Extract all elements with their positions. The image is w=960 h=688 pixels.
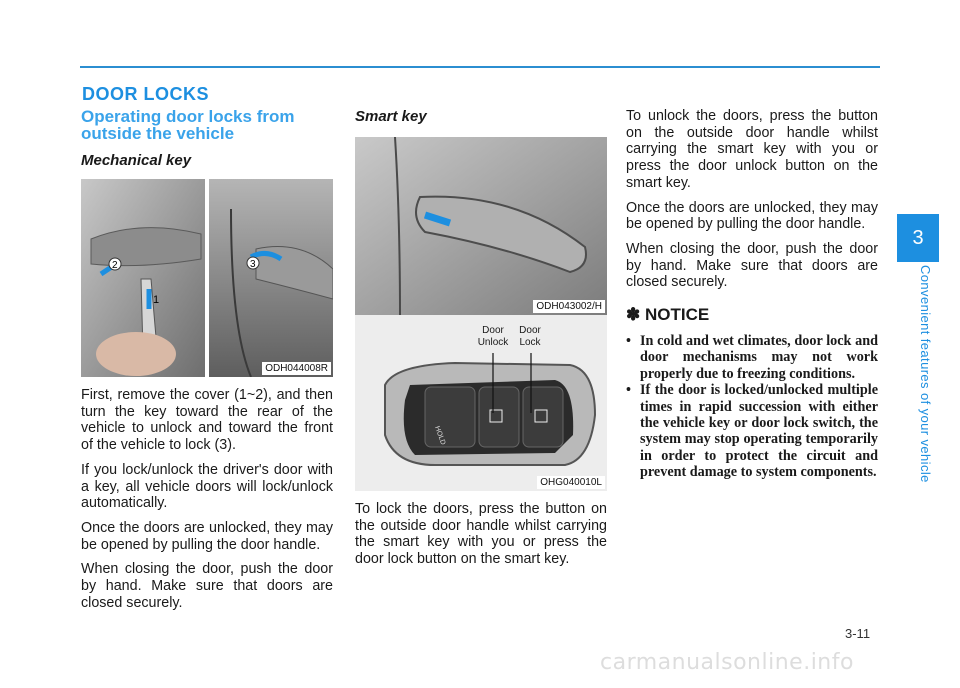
notice-item: • In cold and wet climates, door lock and door mechanisms may not work properly due to freezing conditions. [626, 333, 878, 382]
column-smart-key [355, 108, 607, 576]
section-heading: Operating door locks from outside the vehicle [81, 107, 295, 143]
figure-code: OHG040010L [537, 476, 605, 489]
figure-code: ODH044008R [262, 362, 331, 375]
paragraph: When closing the door, push the door by hand. Make sure that doors are closed securely. [81, 561, 333, 611]
chapter-title: Convenient features of your vehicle [918, 265, 933, 483]
paragraph: If you lock/unlock the driver's door with a key, all vehicle doors will lock/unlock automatically. [81, 461, 333, 512]
figure-code: ODH043002/H [533, 300, 605, 313]
chapter-number-tab: 3 [897, 214, 939, 262]
trunk-button [425, 387, 475, 447]
paragraph: First, remove the cover (1~2), and then turn the key toward the rear of the vehicle to unlock and toward the front of the vehicle to lock (3). [81, 387, 333, 454]
paragraph: Once the doors are unlocked, they may be opened by pulling the door handle. [81, 519, 333, 553]
notice-item: • If the door is locked/unlocked multiple times in rapid succession with either the vehicle key or door lock switch, the system may stop operating temporarily in order to protect the circuit and prevent damage to system components. [626, 382, 878, 481]
door-handle-illustration [355, 137, 607, 315]
watermark: carmanualsonline.info [600, 650, 854, 675]
paragraph: When closing the door, push the door by hand. Make sure that doors are closed securely. [626, 240, 878, 291]
column-mechanical-key [81, 108, 333, 619]
section-title: DOOR LOCKS [82, 84, 210, 104]
notice-title: ✽ NOTICE [626, 305, 710, 325]
paragraph: To unlock the doors, press the button on the outside door handle whilst carrying the smart key with you or press the door unlock button on the smart key. [626, 108, 878, 191]
svg-text:2: 2 [112, 260, 118, 271]
smart-key-fob [355, 315, 607, 491]
smart-key-figure [355, 315, 607, 491]
door-unlock-label: Door Unlock [477, 325, 509, 348]
header-rule [80, 66, 880, 68]
unlock-button [479, 387, 519, 447]
subheading-mechanical-key: Mechanical key [81, 152, 192, 169]
svg-text:HOLD: HOLD [433, 425, 447, 446]
svg-text:1: 1 [153, 294, 160, 306]
callout-1 [153, 294, 159, 306]
lock-button [523, 387, 563, 447]
page-number: 3-11 [845, 626, 871, 641]
paragraph: To lock the doors, press the button on the outside door handle whilst carrying the smart key with you or press the door lock button on the smart key. [355, 501, 607, 568]
mechanical-key-figure [81, 179, 333, 377]
mechanical-key-illustration [81, 179, 333, 377]
subheading-smart-key: Smart key [355, 108, 427, 125]
door-handle-figure [355, 137, 607, 315]
notice-list [626, 333, 878, 481]
svg-text:3: 3 [250, 259, 256, 270]
paragraph: Once the doors are unlocked, they may be opened by pulling the door handle. [626, 199, 878, 233]
door-lock-label: Door Lock [519, 325, 541, 348]
column-unlock-notice [626, 108, 878, 481]
